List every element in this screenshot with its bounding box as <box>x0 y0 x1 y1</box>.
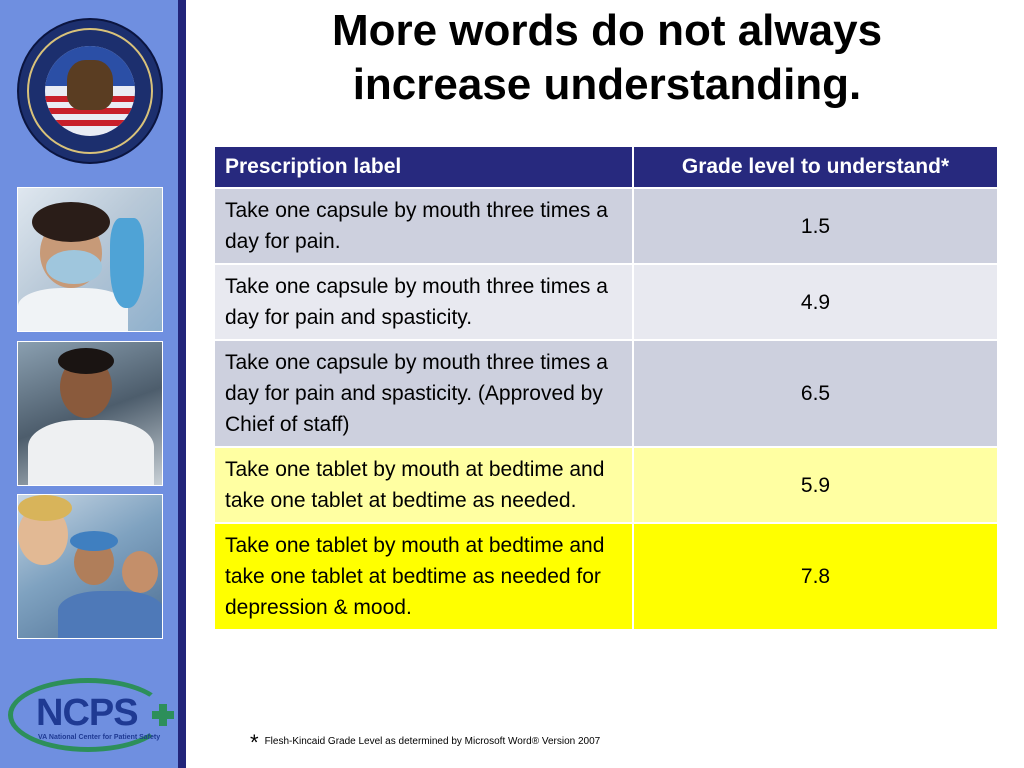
eagle-icon <box>67 60 113 110</box>
ncps-logo <box>8 678 176 758</box>
table-header-row <box>214 146 998 188</box>
table-row <box>214 188 998 264</box>
title-line-2: increase understanding. <box>352 60 862 109</box>
photo-physician <box>17 341 163 486</box>
slide-title <box>214 4 1000 112</box>
grade-level-cell: 1.5 <box>633 188 998 264</box>
ncps-logo-letters: NCPS <box>36 692 138 734</box>
ncps-logo-subtitle: VA National Center for Patient Safety <box>38 734 161 741</box>
sidebar <box>0 0 178 768</box>
table-row <box>214 264 998 340</box>
footnote-marker: * <box>250 730 259 755</box>
footnote <box>250 730 600 756</box>
prescription-label-cell: Take one capsule by mouth three times a day for pain and spasticity. <box>214 264 633 340</box>
prescription-table <box>213 145 999 631</box>
sidebar-divider <box>178 0 186 768</box>
photo-researcher <box>17 187 163 332</box>
photo-clinical-team <box>17 494 163 639</box>
footnote-text: Flesh-Kincaid Grade Level as determined by Microsoft Word® Version 2007 <box>264 736 601 747</box>
table-row <box>214 447 998 523</box>
grade-level-cell: 5.9 <box>633 447 998 523</box>
table-row <box>214 340 998 447</box>
title-line-1: More words do not always <box>331 6 883 55</box>
grade-level-cell: 4.9 <box>633 264 998 340</box>
column-header-prescription-label: Prescription label <box>214 146 633 188</box>
grade-level-cell: 6.5 <box>633 340 998 447</box>
prescription-label-cell: Take one tablet by mouth at bedtime and take one tablet at bedtime as needed for depression & mood. <box>214 523 633 630</box>
table-row <box>214 523 998 630</box>
grade-level-cell: 7.8 <box>633 523 998 630</box>
prescription-label-cell: Take one capsule by mouth three times a day for pain. <box>214 188 633 264</box>
va-seal-logo <box>17 18 163 164</box>
medical-cross-icon <box>152 704 174 726</box>
column-header-grade-level: Grade level to understand* <box>633 146 998 188</box>
seal-emblem <box>45 46 135 136</box>
prescription-label-cell: Take one capsule by mouth three times a day for pain and spasticity. (Approved by Chief of staff) <box>214 340 633 447</box>
prescription-label-cell: Take one tablet by mouth at bedtime and take one tablet at bedtime as needed. <box>214 447 633 523</box>
